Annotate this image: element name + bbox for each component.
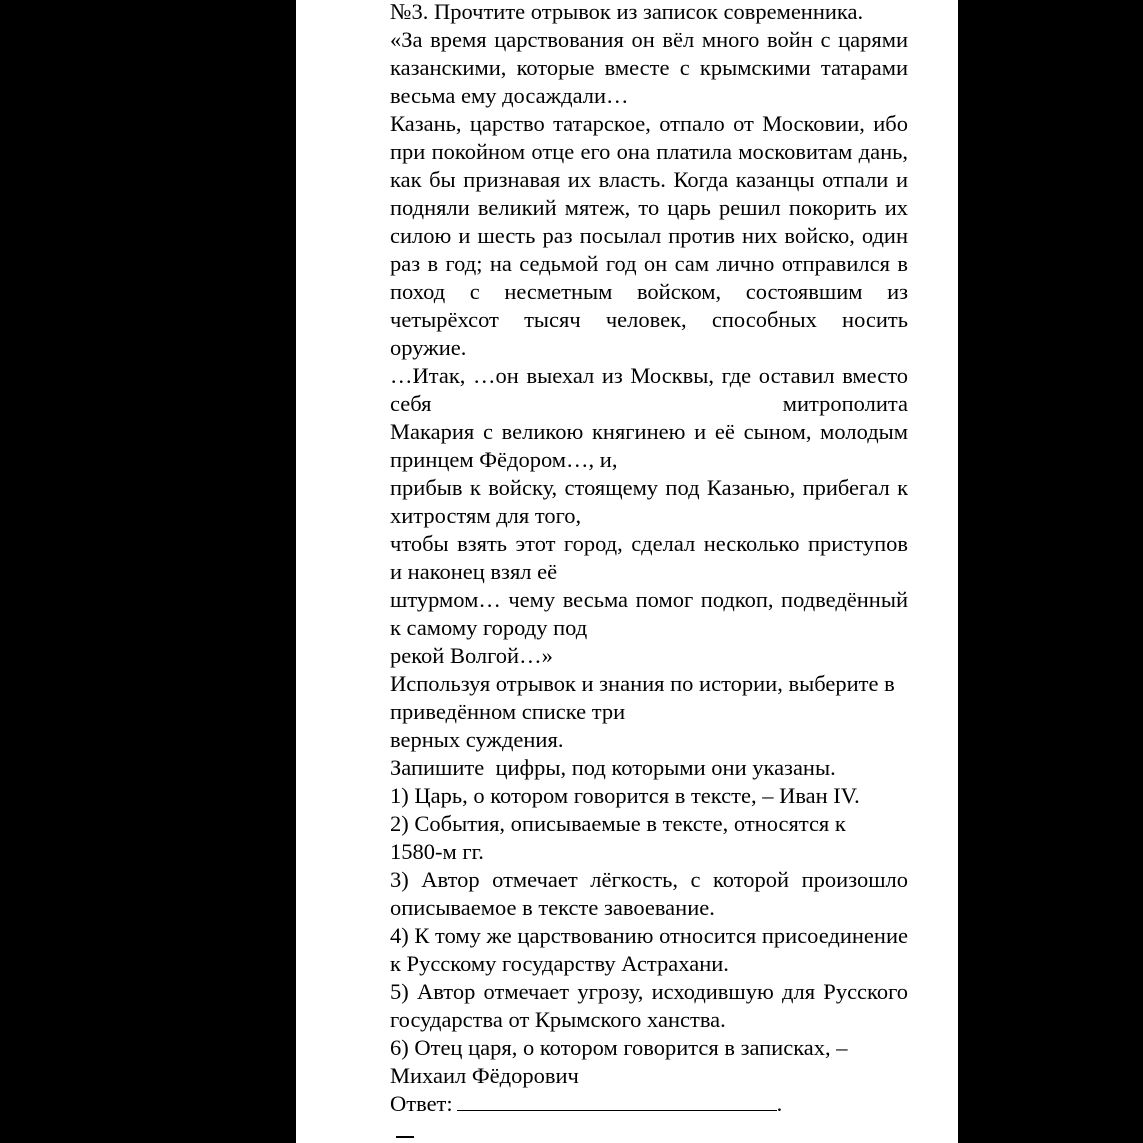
- passage-paragraph-3: …Итак, …он выехал из Москвы, где оставил вместо себя митрополита: [390, 363, 908, 416]
- answer-blank-line[interactable]: [457, 1090, 777, 1111]
- document-page: [296, 0, 958, 1143]
- passage-paragraph-1: «За время царствования он вёл много войн с царями казанскими, которые вместе с крымскими татарами весьма ему досаждали…: [390, 27, 908, 108]
- option-2: 2) События, описываемые в тексте, относятся к 1580-м гг.: [390, 811, 846, 864]
- option-5: 5) Автор отмечает угрозу, исходившую для Русского государства от Крымского ханства.: [390, 979, 908, 1032]
- next-page-text-fragment: [396, 1136, 414, 1138]
- answer-label: Ответ:: [390, 1091, 453, 1116]
- option-3: 3) Автор отмечает лёгкость, с которой произошло описываемое в тексте завоевание.: [390, 867, 908, 920]
- document-text: [390, 0, 908, 1118]
- answer-end-mark: .: [776, 1091, 783, 1116]
- answer-row: [390, 1090, 908, 1118]
- option-1: 1) Царь, о котором говорится в тексте, – Иван IV.: [390, 783, 860, 808]
- passage-paragraph-7: штурмом… чему весьма помог подкоп, подведённый к самому городу под: [390, 587, 908, 640]
- passage-paragraph-4: Макария с великою княгинею и её сыном, молодым принцем Фёдором…, и,: [390, 419, 908, 472]
- option-4: 4) К тому же царствованию относится присоединение к Русскому государству Астрахани.: [390, 923, 908, 976]
- option-6: 6) Отец царя, о котором говорится в записках, – Михаил Фёдорович: [390, 1035, 848, 1088]
- instruction-line-3: Запишите цифры, под которыми они указаны.: [390, 755, 836, 780]
- passage-paragraph-5: прибыв к войску, стоящему под Казанью, прибегал к хитростям для того,: [390, 475, 908, 528]
- passage-paragraph-8: рекой Волгой…»: [390, 643, 553, 668]
- passage-paragraph-6: чтобы взять этот город, сделал несколько приступов и наконец взял её: [390, 531, 908, 584]
- task-title: №3. Прочтите отрывок из записок современника.: [390, 0, 864, 24]
- passage-paragraph-2: Казань, царство татарское, отпало от Московии, ибо при покойном отце его она платила московитам дань, как бы признавая их власть. Когда казанцы отпали и подняли великий мятеж, то царь решил покорить их силою и шесть раз посылал против них войско, один раз в год; на седьмой год он сам лично отправился в поход с несметным войском, состоявшим из четырёхсот тысяч человек, способных носить оружие.: [390, 111, 908, 360]
- instruction-line-2: верных суждения.: [390, 727, 564, 752]
- instruction-line-1: Используя отрывок и знания по истории, выберите в приведённом списке три: [390, 671, 895, 724]
